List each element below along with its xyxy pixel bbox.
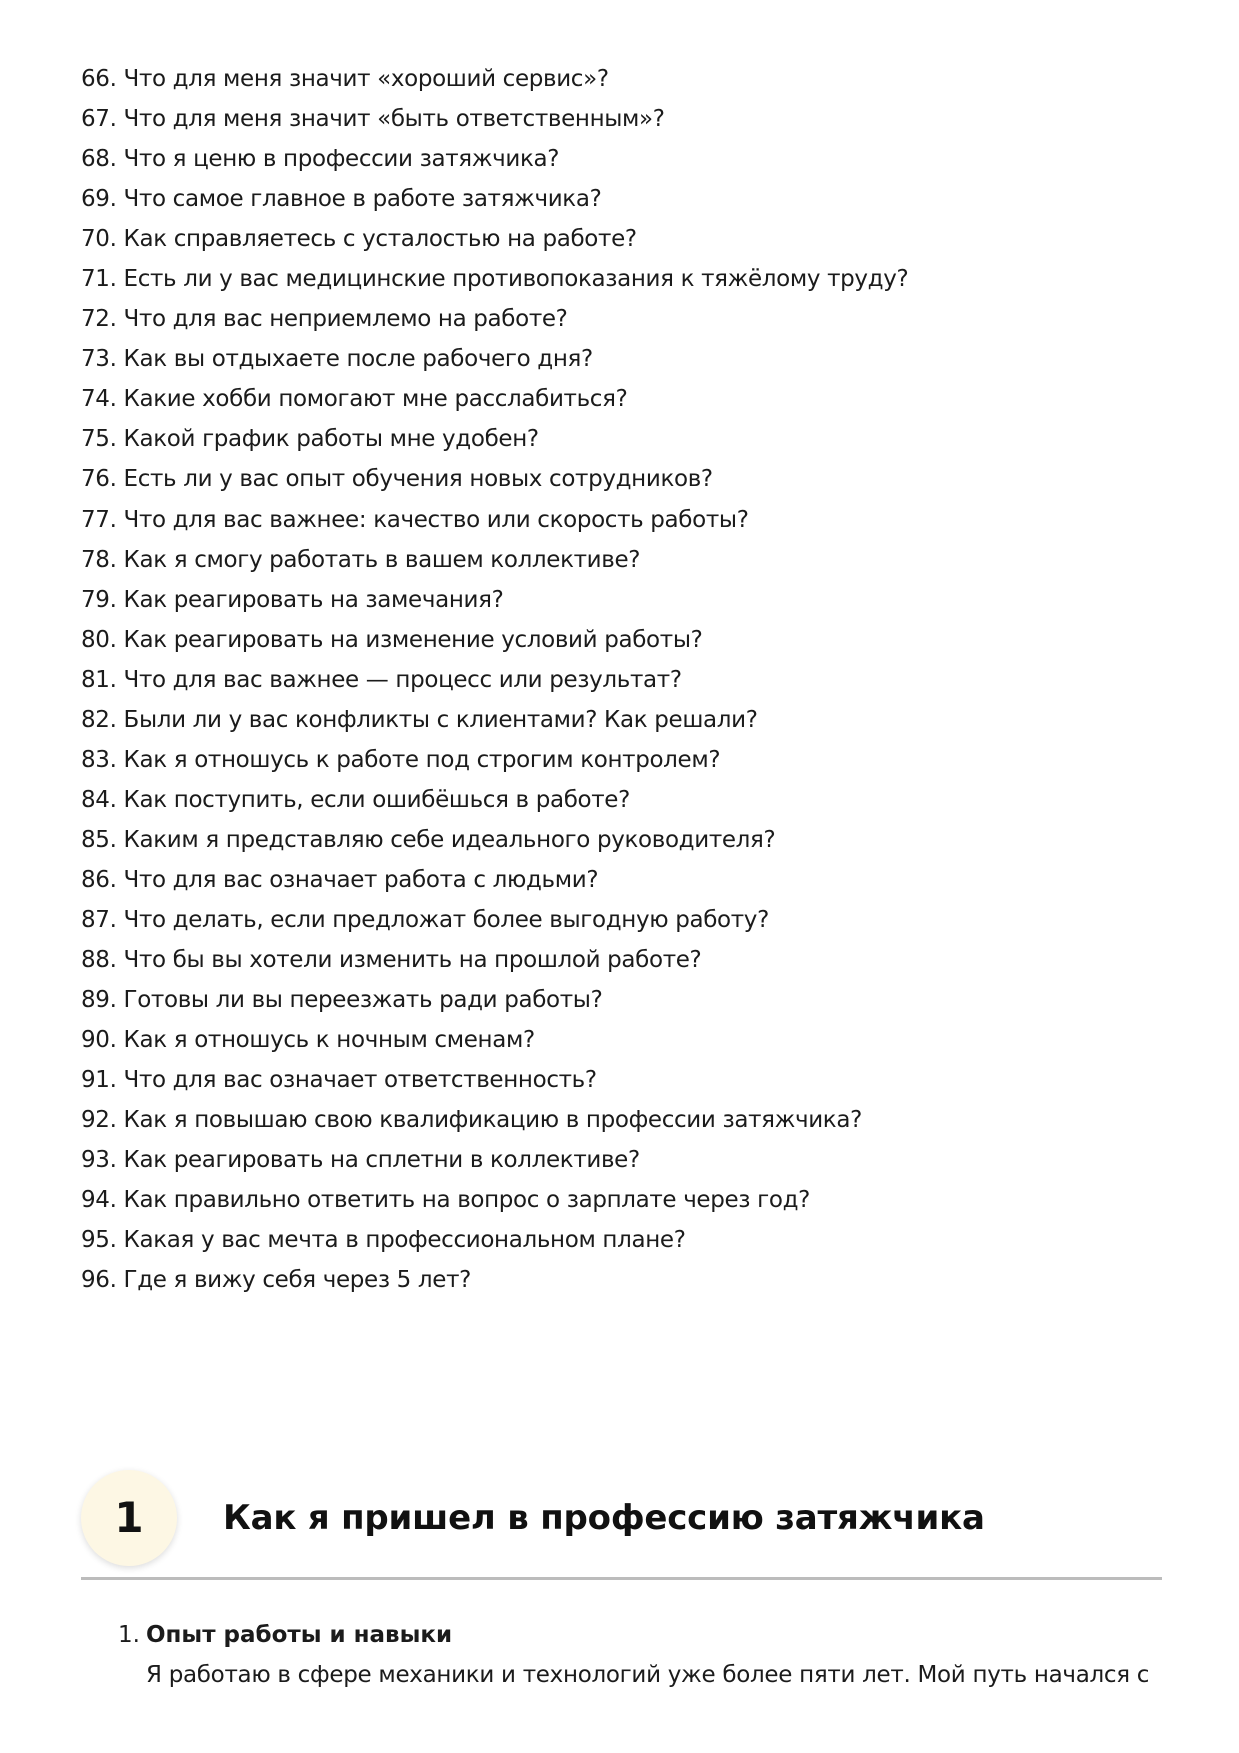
list-item [81,1020,908,1060]
question-text: Что делать, если предложат более выгодную работу? [123,906,769,933]
question-number: 66. [81,66,117,92]
list-item [81,1060,908,1100]
list-item [81,980,908,1020]
question-number: 73. [81,346,117,373]
subsection-list [118,1615,1149,1695]
question-text: Что для вас означает работа с людьми? [123,866,599,893]
question-number: 71. [81,266,117,293]
question-number: 79. [81,586,117,613]
question-text: Как правильно ответить на вопрос о зарплате через год? [123,1187,810,1214]
list-item [81,540,908,580]
question-text: Как поступить, если ошибёшься в работе? [123,786,630,813]
list-item [81,660,908,700]
question-list [81,59,908,1300]
section-divider [81,1577,1162,1580]
section-title: Как я пришел в профессию затяжчика [223,1498,985,1538]
list-item [81,620,908,660]
list-item [81,780,908,820]
list-item [81,259,908,299]
question-text: Что я ценю в профессии затяжчика? [123,146,560,173]
list-item [81,419,908,459]
list-item [81,740,908,780]
question-number: 88. [81,947,117,974]
list-item [81,940,908,980]
question-text: Как реагировать на замечания? [123,586,504,613]
question-number: 86. [81,866,117,893]
question-text: Были ли у вас конфликты с клиентами? Как решали? [123,706,758,733]
subsection-text: Я работаю в сфере механики и технологий уже более пяти лет. Мой путь начался с [146,1662,1150,1688]
list-item [81,1180,908,1220]
question-number: 87. [81,906,117,933]
question-number: 77. [81,506,117,533]
question-text: Что для меня значит «хороший сервис»? [123,66,609,92]
section-header [81,1470,1162,1580]
list-item [81,99,908,139]
question-text: Какие хобби помогают мне расслабиться? [123,386,628,413]
question-number: 84. [81,786,117,813]
list-item [81,299,908,339]
list-item [118,1615,1149,1695]
question-number: 94. [81,1187,117,1214]
question-number: 74. [81,386,117,413]
question-number: 89. [81,987,117,1014]
subsection-heading: Опыт работы и навыки [145,1622,453,1648]
section-number-badge: 1 [81,1470,177,1566]
question-number: 69. [81,186,117,213]
question-text: Как я смогу работать в вашем коллективе? [123,546,641,573]
list-item [81,1220,908,1260]
question-number: 72. [81,306,117,333]
question-number: 68. [81,146,117,173]
list-item [81,700,908,740]
list-item [81,580,908,620]
question-text: Есть ли у вас медицинские противопоказания к тяжёлому труду? [123,266,909,293]
question-text: Как справляетесь с усталостью на работе? [123,226,637,253]
question-text: Как я повышаю свою квалификацию в профессии затяжчика? [123,1107,862,1134]
question-number: 67. [81,106,117,133]
question-text: Что для вас важнее — процесс или результат? [123,666,682,693]
question-number: 93. [81,1147,117,1174]
question-text: Что бы вы хотели изменить на прошлой работе? [123,947,702,974]
list-item [81,179,908,219]
question-text: Что для меня значит «быть ответственным»? [123,106,665,133]
list-item [81,219,908,259]
question-number: 90. [81,1027,117,1054]
list-item [81,1140,908,1180]
question-text: Готовы ли вы переезжать ради работы? [123,987,603,1014]
subsection-index: 1. [118,1622,140,1648]
question-number: 85. [81,826,117,853]
list-item [81,860,908,900]
list-item [81,1260,908,1300]
question-text: Какой график работы мне удобен? [123,426,539,453]
question-text: Есть ли у вас опыт обучения новых сотрудников? [123,466,713,493]
question-number: 92. [81,1107,117,1134]
question-text: Что для вас неприемлемо на работе? [123,306,568,333]
list-item [81,379,908,419]
question-text: Где я вижу себя через 5 лет? [123,1267,471,1294]
question-number: 83. [81,746,117,773]
question-text: Как реагировать на изменение условий работы? [123,626,703,653]
question-text: Что самое главное в работе затяжчика? [123,186,602,213]
question-number: 81. [81,666,117,693]
question-text: Каким я представляю себе идеального руководителя? [123,826,776,853]
list-item [81,59,908,99]
list-item [81,139,908,179]
question-number: 75. [81,426,117,453]
question-number: 70. [81,226,117,253]
question-text: Что для вас важнее: качество или скорость работы? [123,506,749,533]
list-item [81,459,908,499]
question-text: Как я отношусь к работе под строгим контролем? [123,746,721,773]
subsection-heading-line [118,1615,1149,1655]
list-item [81,820,908,860]
question-text: Как вы отдыхаете после рабочего дня? [123,346,593,373]
question-number: 78. [81,546,117,573]
question-text: Какая у вас мечта в профессиональном плане? [123,1227,686,1254]
question-number: 96. [81,1267,117,1294]
question-text: Как реагировать на сплетни в коллективе? [123,1147,640,1174]
question-number: 76. [81,466,117,493]
question-text: Что для вас означает ответственность? [123,1067,597,1094]
list-item [81,339,908,379]
question-text: Как я отношусь к ночным сменам? [123,1027,535,1054]
question-number: 82. [81,706,117,733]
question-number: 91. [81,1067,117,1094]
question-number: 80. [81,626,117,653]
list-item [81,1100,908,1140]
list-item [81,900,908,940]
list-item [81,500,908,540]
question-number: 95. [81,1227,117,1254]
